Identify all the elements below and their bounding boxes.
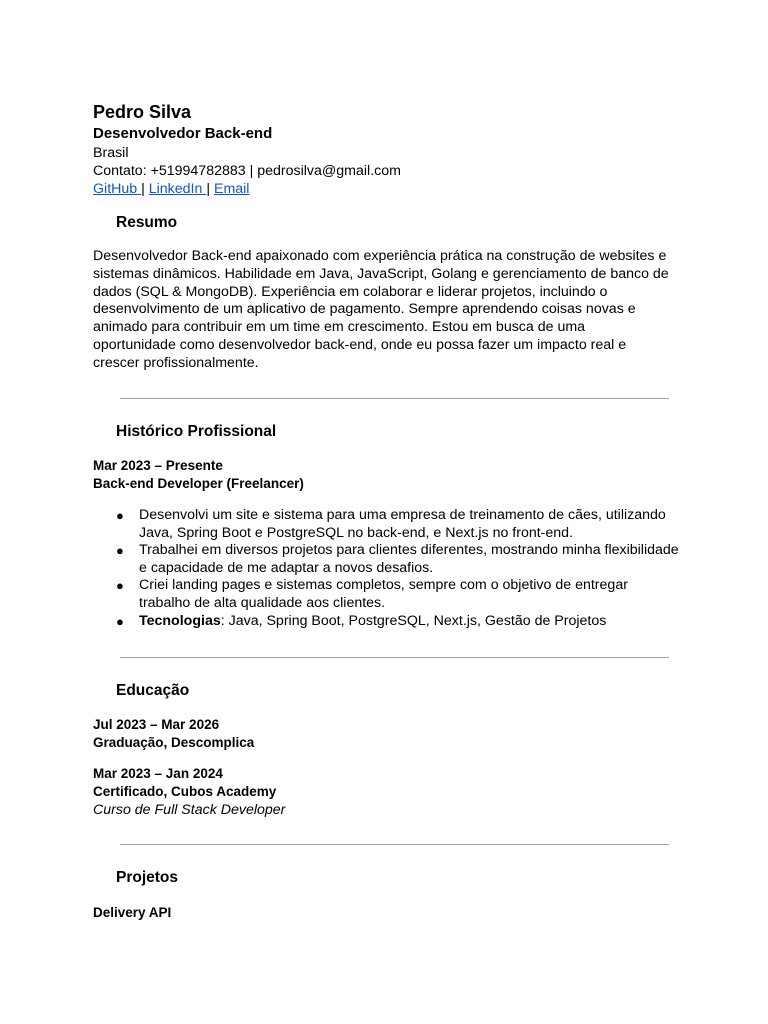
education-section xyxy=(93,681,673,701)
candidate-contact: Contato: +51994782883 | pedrosilva@gmail.com xyxy=(93,163,401,179)
bullet-icon: ● xyxy=(116,613,124,629)
education-title: Educação xyxy=(116,682,190,699)
list-item xyxy=(93,507,683,542)
bullet-text: Criei landing pages e sistemas completos, sempre com o objetivo de entregar trabalho de alta qualidade aos clientes. xyxy=(139,577,628,611)
project-entry xyxy=(93,904,673,922)
section-divider xyxy=(120,657,669,658)
tech-label: Tecnologias xyxy=(139,612,221,629)
education-degree: Certificado, Cubos Academy xyxy=(93,784,277,799)
bullet-text: Trabalhei em diversos projetos para clientes diferentes, mostrando minha flexibilidade e capacidade de me adaptar a novos desafios. xyxy=(139,542,679,576)
section-divider xyxy=(120,398,669,399)
candidate-location: Brasil xyxy=(93,145,129,161)
education-entry xyxy=(93,716,673,752)
linkedin-link[interactable]: LinkedIn xyxy=(148,181,207,197)
education-course: Curso de Full Stack Developer xyxy=(93,802,286,818)
bullet-icon: ● xyxy=(116,508,124,523)
profile-links xyxy=(93,180,673,198)
education-entry xyxy=(93,765,673,819)
experience-section xyxy=(93,422,673,442)
list-item xyxy=(93,613,683,631)
bullet-icon: ● xyxy=(116,543,124,559)
summary-title: Resumo xyxy=(116,214,178,231)
link-separator: | xyxy=(206,181,214,197)
link-separator: | xyxy=(141,181,149,197)
summary-section xyxy=(93,213,673,233)
projects-section xyxy=(93,868,673,888)
summary-text: Desenvolvedor Back-end apaixonado com experiência prática na construção de websites e sistemas dinâmicos. Habilidade em Java, JavaScript, Golang e gerenciamento de banco de dados (SQL & MongoDB). Experiência em colaborar e liderar projetos, incluindo o desenvolvimento de um aplicativo de pagamento. Sempre aprendendo coisas novas e animado para contribuir em um time em crescimento. Estou em busca de uma oportunidade como desenvolvedor back-end, onde eu possa fazer um impacto real e crescer profissionalmente. xyxy=(93,248,669,371)
section-divider xyxy=(120,844,669,845)
resume-header xyxy=(93,100,673,198)
project-name: Delivery API xyxy=(93,905,172,920)
job-period: Mar 2023 – Presente xyxy=(93,458,223,473)
bullet-text: Desenvolvi um site e sistema para uma empresa de treinamento de cães, utilizando Java, Spring Boot e PostgreSQL no back-end, e Next.js no front-end. xyxy=(139,507,666,541)
list-item xyxy=(93,542,683,577)
education-period: Jul 2023 – Mar 2026 xyxy=(93,717,220,732)
job-bullets xyxy=(93,507,683,630)
education-degree: Graduação, Descomplica xyxy=(93,735,255,750)
github-link[interactable]: GitHub xyxy=(93,181,142,197)
education-period: Mar 2023 – Jan 2024 xyxy=(93,766,223,781)
projects-title: Projetos xyxy=(116,869,179,886)
email-link[interactable]: Email xyxy=(213,181,250,197)
summary-body xyxy=(93,248,671,373)
candidate-role: Desenvolvedor Back-end xyxy=(93,125,273,142)
tech-value: : Java, Spring Boot, PostgreSQL, Next.js, Gestão de Projetos xyxy=(220,612,607,629)
bullet-icon: ● xyxy=(116,578,124,594)
candidate-name: Pedro Silva xyxy=(93,102,192,122)
experience-title: Histórico Profissional xyxy=(116,423,277,440)
job-entry xyxy=(93,457,673,493)
list-item xyxy=(93,577,683,612)
job-position: Back-end Developer (Freelancer) xyxy=(93,476,304,491)
